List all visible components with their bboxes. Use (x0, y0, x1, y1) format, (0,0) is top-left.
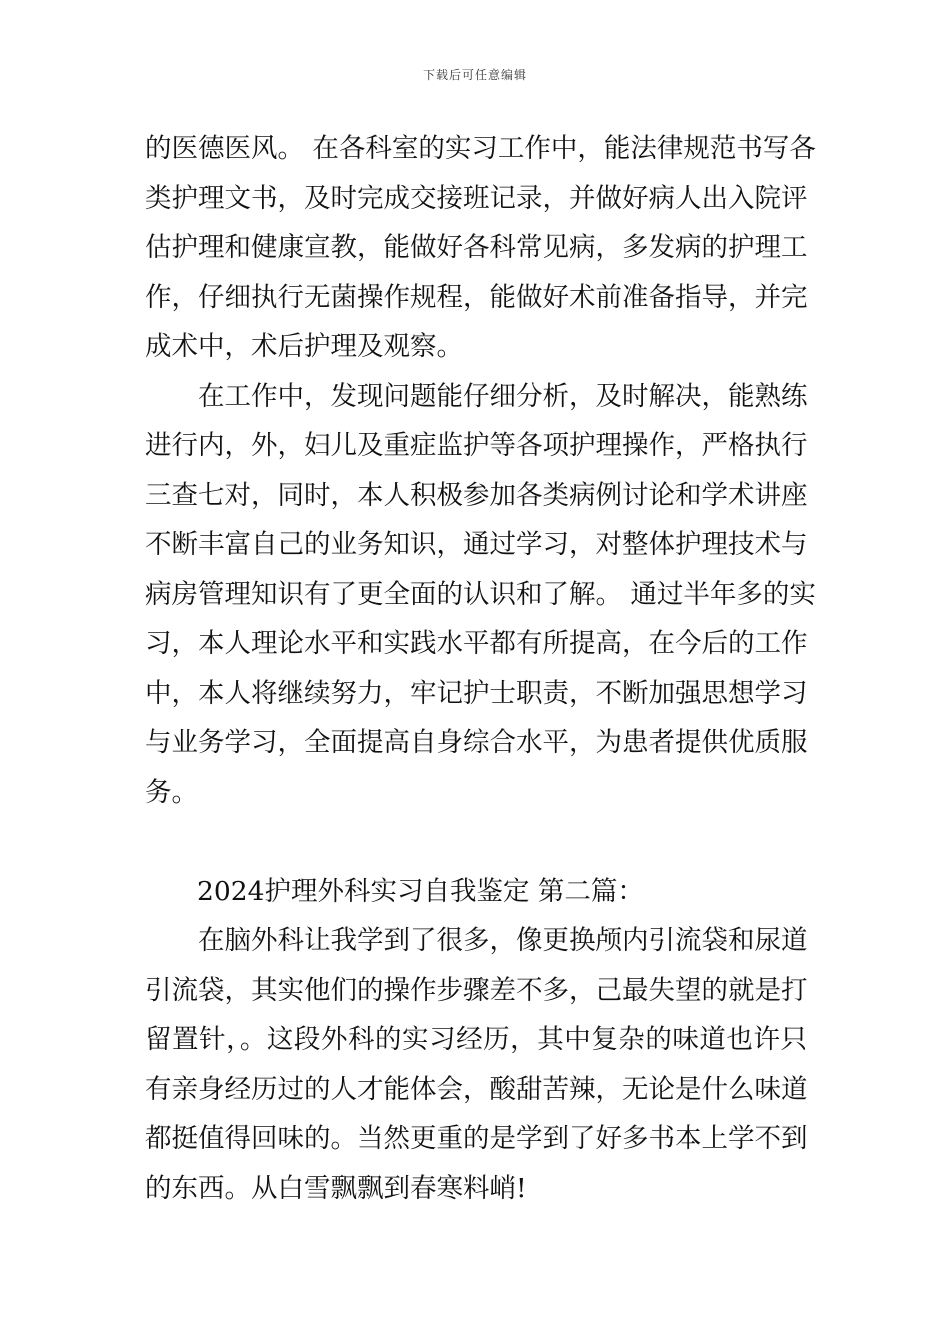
text-line: 习，本人理论水平和实践水平都有所提高，在今后的工作 (145, 628, 808, 659)
text-line: 都挺值得回味的。当然更重的是学到了好多书本上学不到 (145, 1123, 808, 1154)
text-line: 的东西。从白雪飘飘到春寒料峭! (145, 1172, 527, 1204)
document-body (145, 124, 816, 1213)
text-line: 务。 (145, 776, 198, 808)
page-header-note: 下载后可任意编辑 (422, 68, 527, 82)
text-line: 病房管理知识有了更全面的认识和了解。 通过半年多的实 (145, 578, 816, 610)
text-line: 估护理和健康宣教，能做好各科常见病，多发病的护理工 (145, 232, 808, 263)
section-heading: 2024护理外科实习自我鉴定 第二篇： (197, 875, 644, 907)
text-line: 有亲身经历过的人才能体会，酸甜苦辣，无论是什么味道 (145, 1073, 808, 1105)
paragraph-3 (145, 916, 807, 1213)
text-line: 引流袋，其实他们的操作步骤差不多，己最失望的就是打 (145, 974, 808, 1006)
text-line: 成术中，术后护理及观察。 (145, 331, 463, 362)
text-line: 作，仔细执行无菌操作规程，能做好术前准备指导，并完 (145, 281, 808, 313)
paragraph-1 (145, 124, 816, 372)
text-line: 与业务学习，全面提高自身综合水平，为患者提供优质服 (145, 727, 808, 758)
text-line: 进行内，外，妇儿及重症监护等各项护理操作，严格执行 (145, 430, 808, 461)
blank-line (145, 817, 807, 867)
text-line: 在工作中，发现问题能仔细分析，及时解决，能熟练 (145, 380, 808, 412)
text-line: 类护理文书，及时完成交接班记录，并做好病人出入院评 (145, 182, 808, 214)
text-line: 在脑外科让我学到了很多，像更换颅内引流袋和尿道 (145, 925, 808, 956)
text-line: 的医德医风。 在各科室的实习工作中，能法律规范书写各 (145, 133, 816, 164)
text-line: 留置针，。这段外科的实习经历，其中复杂的味道也许只 (145, 1024, 807, 1055)
text-line: 三查七对，同时，本人积极参加各类病例讨论和学术讲座 (145, 479, 808, 511)
text-line: 中，本人将继续努力，牢记护士职责，不断加强思想学习 (145, 677, 808, 709)
text-line: 不断丰富自己的业务知识，通过学习，对整体护理技术与 (145, 529, 808, 560)
paragraph-2 (145, 372, 816, 818)
